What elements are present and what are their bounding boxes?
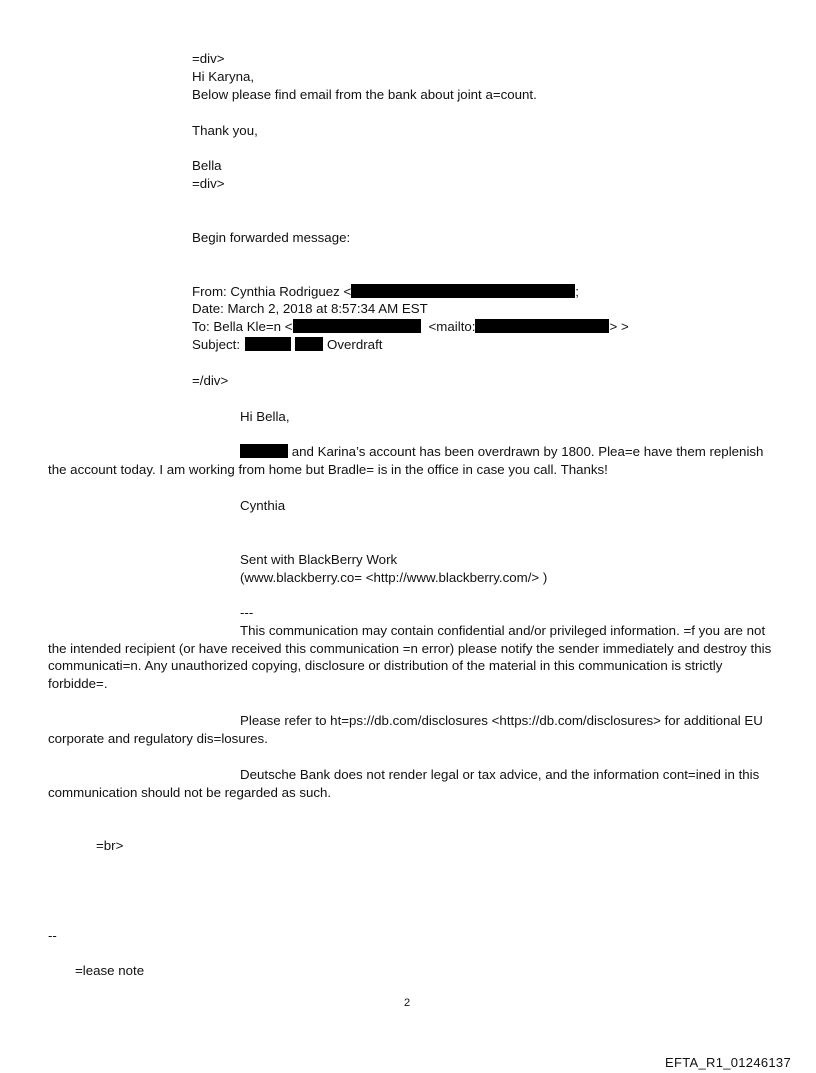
div-end-tag: =/div> [192,373,229,388]
redaction-box [351,284,575,298]
intro-signature: Bella [192,158,222,173]
br-tag: =br> [96,838,124,853]
header-to [192,319,629,335]
advice-disclaimer [48,766,774,801]
disclosures-text: Please refer to ht=ps://db.com/disclosures <https://db.com/disclosures> for additional EU corporate and regulatory dis=losures. [48,713,763,746]
disclosures-disclaimer [48,712,774,747]
message-body [48,443,774,478]
header-subject [192,337,382,353]
to-suffix: > > [609,319,629,334]
header-date: Date: March 2, 2018 at 8:57:34 AM EST [192,301,428,316]
redaction-box [293,319,421,333]
from-suffix: ; [575,284,579,299]
message-greeting: Hi Bella, [240,409,290,424]
page-number: 2 [404,997,411,1009]
advice-text: Deutsche Bank does not render legal or tax advice, and the information cont=ined in this communication should not be regarded as such. [48,767,760,800]
confidentiality-text: This communication may contain confidential and/or privileged information. =f you are not the intended recipient (or have received this communication =n error) please notify the sender immediately and destroy this communicati=n. Any unauthorized copying, disclosure or distribution of the material in this communication is strictly forbidde=. [48,623,772,691]
intro-body: Below please find email from the bank about joint a=count. [192,87,537,102]
redaction-box [475,319,609,333]
intro-greeting: Hi Karyna, [192,69,255,84]
separator: --- [240,605,254,620]
confidentiality-disclaimer [48,622,774,692]
document-id: EFTA_R1_01246137 [665,1055,791,1070]
forward-notice: Begin forwarded message: [192,230,351,245]
sent-with: Sent with BlackBerry Work [240,552,398,567]
div-close-tag: =div> [192,176,225,191]
sent-link: (www.blackberry.co= <http://www.blackberry.com/> ) [240,570,548,585]
from-label: From: Cynthia Rodriguez < [192,284,352,299]
subject-text: Overdraft [327,337,383,352]
div-open-tag: =div> [192,51,225,66]
redaction-box [245,337,291,351]
header-from [192,284,579,300]
subject-label: Subject: [192,337,241,352]
message-signature: Cynthia [240,498,286,513]
signature-dashes: -- [48,928,57,943]
redaction-box [240,444,288,458]
redaction-box [295,337,323,351]
message-body-text: and Karina’s account has been overdrawn by 1800. Plea=e have them replenish the account today. I am working from home but Bradle= is in the office in case you call. Thanks! [48,444,764,477]
please-note: =lease note [75,963,145,978]
intro-thanks: Thank you, [192,123,258,138]
to-label: To: Bella Kle=n < [192,319,293,334]
to-mailto: <mailto: [428,319,476,334]
